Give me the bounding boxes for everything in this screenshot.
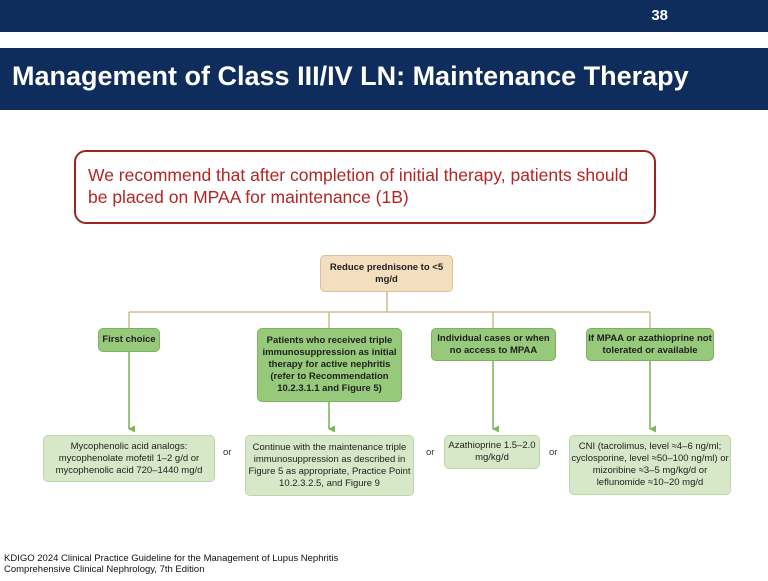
slide-title: Management of Class III/IV LN: Maintenance Therapy [12,61,689,91]
footer-line-2: Comprehensive Clinical Nephrology, 7th Edition [4,564,205,575]
treatment-mycophenolic-acid: Mycophenolic acid analogs: mycophenolate mofetil 1–2 g/d or mycophenolic acid 720–1440 mg/d [43,435,215,482]
treatment-triple-maintenance: Continue with the maintenance triple immunosuppression as described in Figure 5 as appropriate, Practice Point 10.2.3.2.5, and Figure 9 [245,435,414,496]
or-separator-2: or [426,447,435,458]
footer-line-1: KDIGO 2024 Clinical Practice Guideline for the Management of Lupus Nephritis [4,553,339,564]
reduce-prednisone-node: Reduce prednisone to <5 mg/d [320,255,453,292]
treatment-cni-alternatives: CNI (tacrolimus, level ≈4–6 ng/ml; cyclosporine, level ≈50–100 ng/ml) or mizoribine ≈3–5 mg/kg/d or leflunomide ≈10–20 mg/d [569,435,731,495]
treatment-azathioprine: Azathioprine 1.5–2.0 mg/kg/d [444,435,540,469]
or-separator-1: or [223,447,232,458]
or-separator-3: or [549,447,558,458]
recommendation-text: We recommend that after completion of initial therapy, patients should be placed on MPAA for maintenance (1B) [88,165,629,207]
condition-first-choice: First choice [98,328,160,352]
footer-citation [4,553,338,575]
condition-mpaa-not-tolerated: If MPAA or azathioprine not tolerated or available [586,328,714,361]
condition-no-mpaa-access: Individual cases or when no access to MPAA [431,328,556,361]
slide-number: 38 [651,7,668,24]
condition-triple-immunosuppression: Patients who received triple immunosuppression as initial therapy for active nephritis (refer to Recommendation 10.2.3.1.1 and Figure 5) [257,328,402,402]
